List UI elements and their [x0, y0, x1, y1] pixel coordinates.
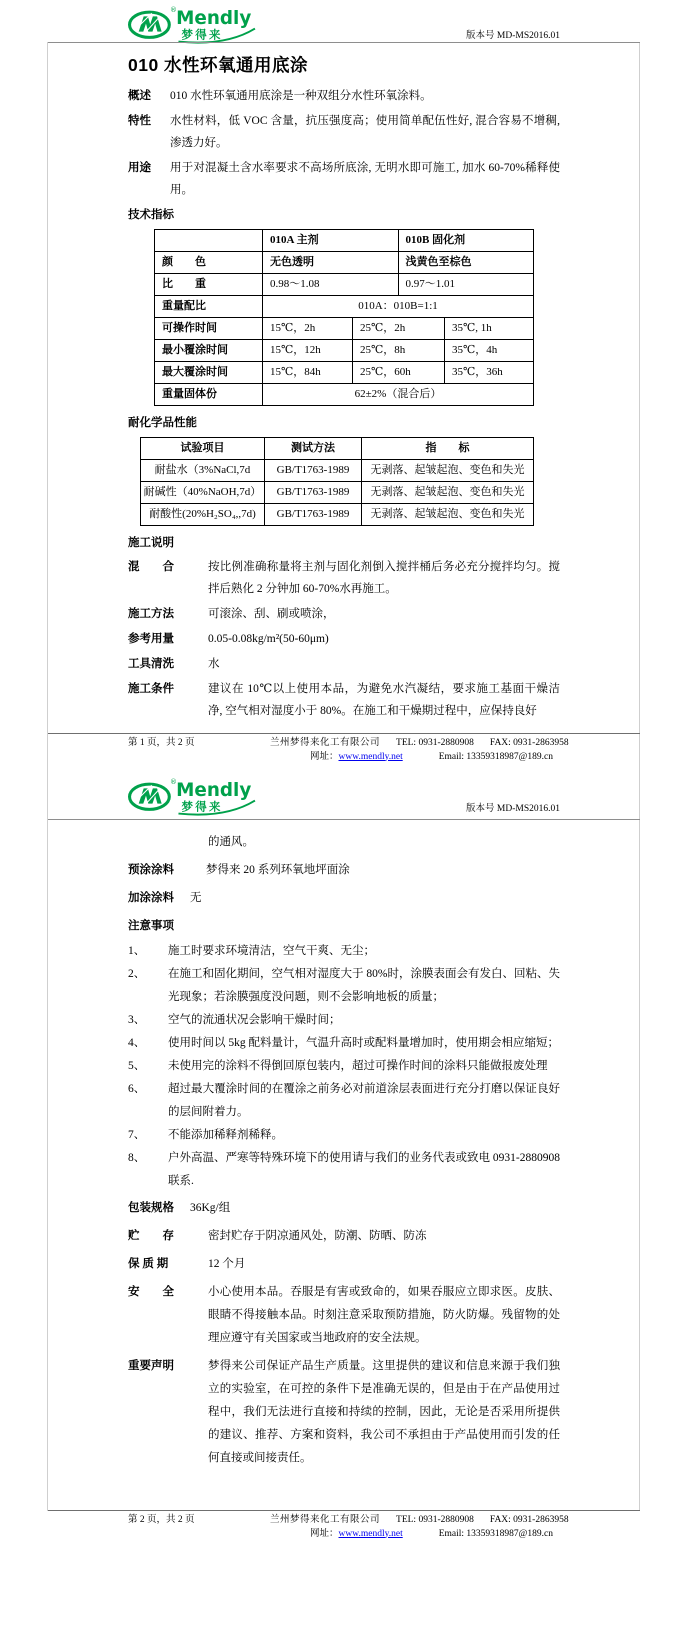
table-cell: 耐碱性（40%NaOH,7d）	[141, 482, 265, 504]
footer-page1	[48, 733, 640, 764]
table-cell: 35℃，36h	[445, 362, 534, 384]
statement-text: 梦得来公司保证产品生产质量。这里提供的建议和信息来源于我们独立的实验室，在可控的条件下是准确无误的，但是由于在产品使用过程中，我们无法进行直接和持续的控制，因此，无论是否采用所提供的建议、推荐、方案和资料，我公司不承担由于产品使用而引发的任何直接或间接责任。	[208, 1360, 560, 1464]
list-text: 施工时要求环境清洁，空气干爽、无尘；	[168, 945, 375, 957]
table-cell: 15℃，2h	[263, 318, 353, 340]
shelf-life-text: 12 个月	[208, 1258, 246, 1270]
list-item	[128, 1147, 560, 1193]
page-number: 第 2 页，共 2 页	[128, 1515, 195, 1525]
features-label: 特性	[128, 115, 151, 127]
footer-company-block	[270, 737, 569, 764]
website-row	[310, 751, 403, 765]
method-text: 可滚涂、刮、刷或喷涂，	[208, 608, 335, 620]
packing-section	[128, 1197, 560, 1220]
table-cell: 25℃，60h	[353, 362, 445, 384]
page-title: 010 水性环氧通用底涂	[128, 55, 309, 75]
table-cell	[155, 230, 263, 252]
header-rule-p1	[48, 42, 640, 43]
list-text: 未使用完的涂料不得倒回原包装内，超过可操作时间的涂料只能做报废处理	[168, 1060, 548, 1072]
tech-table	[154, 229, 534, 406]
table-cell: 010B 固化剂	[399, 230, 535, 252]
table-cell: 0.98～1.08	[263, 274, 399, 296]
features-text: 水性材料，低 VOC 含量，抗压强度高；使用简单配伍性好, 混合容易不增稠, 渗透力好。	[170, 115, 560, 149]
page-frame-left	[47, 42, 48, 1511]
page-frame-right	[639, 42, 640, 1511]
usage-section	[128, 157, 560, 201]
company-fax: FAX: 0931-2863958	[489, 1515, 569, 1525]
continuation-text: 的通风。	[208, 836, 254, 848]
list-text: 不能添加稀释剂稀释。	[168, 1129, 283, 1141]
website-link[interactable]: www.mendly.net	[338, 1528, 403, 1539]
topcoat-text: 无	[190, 892, 202, 904]
construction-heading: 施工说明	[128, 537, 174, 549]
notes-heading: 注意事项	[128, 920, 174, 932]
storage-section	[128, 1225, 560, 1248]
shelf-life-section	[128, 1253, 560, 1276]
method-section	[128, 603, 560, 625]
table-cell: 耐盐水（3%NaCl,7d	[141, 460, 265, 482]
mixing-label: 混 合	[128, 561, 174, 573]
website-row	[310, 1528, 403, 1542]
list-number: 3、	[128, 1014, 146, 1026]
list-item	[128, 1055, 560, 1078]
list-number: 8、	[128, 1152, 146, 1164]
table-cell: GB/T1763-1989	[265, 460, 362, 482]
method-label: 施工方法	[128, 608, 174, 620]
table-row	[155, 252, 534, 274]
table-row	[141, 460, 534, 482]
storage-label: 贮 存	[128, 1230, 174, 1242]
table-cell: 25℃，2h	[353, 318, 445, 340]
website-label: 网址：	[310, 1528, 339, 1539]
table-cell: 010A：010B=1:1	[263, 296, 534, 318]
packing-text: 36Kg/组	[190, 1202, 231, 1214]
footer-page2	[48, 1510, 640, 1541]
brand-name: Mendly	[176, 8, 252, 29]
mendly-logo	[128, 776, 258, 816]
table-cell: 15℃，12h	[263, 340, 353, 362]
mendly-logo-icon	[128, 4, 258, 44]
tech-heading: 技术指标	[128, 209, 174, 221]
list-text: 户外高温、严寒等特殊环境下的使用请与我们的业务代表或致电 0931-2880908 联系.	[168, 1152, 560, 1187]
table-row	[155, 274, 534, 296]
dosage-text: 0.05-0.08kg/m²(50-60μm)	[208, 633, 329, 645]
safety-label: 安 全	[128, 1286, 174, 1298]
cleaning-label: 工具清洗	[128, 658, 174, 670]
registered-mark: ®	[170, 5, 177, 14]
conditions-continuation	[128, 831, 560, 854]
table-cell: 无色透明	[263, 252, 399, 274]
table-cell: 比 重	[155, 274, 263, 296]
company-name: 兰州梦得来化工有限公司	[270, 738, 381, 748]
conditions-text: 建议在 10℃以上使用本品，为避免水汽凝结，要求施工基面干燥洁净, 空气相对湿度小于 80%。在施工和干燥期过程中，应保持良好	[208, 683, 560, 717]
packing-label: 包装规格	[128, 1202, 174, 1214]
version-label: 版本号 MD-MS2016.01	[466, 804, 560, 814]
list-text: 使用时间以 5kg 配料量计，气温升高时或配料量增加时，使用期会相应缩短；	[168, 1037, 559, 1049]
page2-content	[128, 831, 560, 1475]
table-cell: 25℃，8h	[353, 340, 445, 362]
table-cell: 无剥落、起皱起泡、变色和失光	[362, 504, 534, 526]
list-number: 4、	[128, 1037, 146, 1049]
overview-label: 概述	[128, 90, 151, 102]
overview-text: 010 水性环氧通用底涂是一种双组分水性环氧涂料。	[170, 90, 432, 102]
company-fax: FAX: 0931-2863958	[489, 738, 569, 748]
table-row	[155, 362, 534, 384]
conditions-label: 施工条件	[128, 683, 174, 695]
list-item	[128, 1078, 560, 1124]
precoat-section	[128, 859, 560, 882]
brand-name-cn: 梦得来	[181, 799, 223, 814]
cleaning-text: 水	[208, 658, 220, 670]
spacer-label	[128, 831, 208, 854]
table-cell: 35℃，4h	[445, 340, 534, 362]
statement-label: 重要声明	[128, 1360, 174, 1372]
website-link[interactable]: www.mendly.net	[338, 751, 403, 762]
list-item	[128, 1009, 560, 1032]
table-row	[155, 296, 534, 318]
table-cell: 62±2%（混合后）	[263, 384, 534, 406]
table-cell: 颜 色	[155, 252, 263, 274]
list-text: 在施工和固化期间，空气相对湿度大于 80%时，涂膜表面会有发白、回粘、失光现象；若涂膜强度没问题，则不会影响地板的质量；	[168, 968, 560, 1003]
company-name: 兰州梦得来化工有限公司	[270, 1515, 381, 1525]
table-cell: 最小覆涂时间	[155, 340, 263, 362]
table-cell: 测试方法	[265, 438, 362, 460]
features-section	[128, 110, 560, 154]
table-cell: 最大覆涂时间	[155, 362, 263, 384]
footer-company-block	[270, 1514, 569, 1541]
list-item	[128, 940, 560, 963]
page-number: 第 1 页，共 2 页	[128, 738, 195, 748]
list-item	[128, 1124, 560, 1147]
table-cell: 无剥落、起皱起泡、变色和失光	[362, 482, 534, 504]
list-text: 空气的流通状况会影响干燥时间；	[168, 1014, 341, 1026]
table-row	[155, 340, 534, 362]
conditions-section	[128, 678, 560, 722]
list-item	[128, 1032, 560, 1055]
table-cell: 浅黄色至棕色	[399, 252, 535, 274]
table-cell: 0.97～1.01	[399, 274, 535, 296]
table-cell: 重量固体份	[155, 384, 263, 406]
table-row	[155, 230, 534, 252]
mendly-logo	[128, 4, 258, 44]
table-row	[141, 504, 534, 526]
table-cell: 35℃, 1h	[445, 318, 534, 340]
topcoat-section	[128, 887, 560, 910]
shelf-life-label: 保 质 期	[128, 1258, 169, 1270]
table-row	[141, 438, 534, 460]
table-row	[155, 384, 534, 406]
list-number: 7、	[128, 1129, 146, 1141]
list-item	[128, 963, 560, 1009]
table-cell: 无剥落、起皱起泡、变色和失光	[362, 460, 534, 482]
version-label: 版本号 MD-MS2016.01	[466, 31, 560, 41]
company-email: Email: 13359318987@189.cn	[438, 1528, 554, 1539]
company-tel: TEL: 0931-2880908	[396, 1515, 474, 1525]
table-cell: 耐酸性(20%H₂SO₄,,7d)	[141, 504, 265, 526]
brand-name-cn: 梦得来	[181, 27, 223, 42]
table-row	[155, 318, 534, 340]
precoat-text: 梦得来 20 系列环氧地坪面涂	[206, 864, 350, 876]
overview-section	[128, 85, 560, 107]
company-email: Email: 13359318987@189.cn	[438, 751, 554, 762]
table-cell: GB/T1763-1989	[265, 504, 362, 526]
table-cell: GB/T1763-1989	[265, 482, 362, 504]
table-cell: 指 标	[362, 438, 534, 460]
safety-section	[128, 1281, 560, 1350]
dosage-label: 参考用量	[128, 633, 174, 645]
list-number: 1、	[128, 945, 146, 957]
registered-mark: ®	[170, 777, 177, 786]
statement-section	[128, 1355, 560, 1470]
dosage-section	[128, 628, 560, 650]
cleaning-section	[128, 653, 560, 675]
website-label: 网址：	[310, 751, 339, 762]
list-number: 5、	[128, 1060, 146, 1072]
header-rule-p2	[48, 819, 640, 820]
list-number: 2、	[128, 968, 146, 980]
chem-heading: 耐化学品性能	[128, 417, 197, 429]
table-row	[141, 482, 534, 504]
topcoat-label: 加涂涂料	[128, 892, 174, 904]
usage-label: 用途	[128, 162, 151, 174]
mendly-logo-icon	[128, 776, 258, 816]
chem-table	[140, 437, 534, 526]
list-number: 6、	[128, 1083, 146, 1095]
mixing-section	[128, 556, 560, 600]
list-text: 超过最大覆涂时间的在覆涂之前务必对前道涂层表面进行充分打磨以保证良好的层间附着力。	[168, 1083, 560, 1118]
usage-text: 用于对混凝土含水率要求不高场所底涂, 无明水即可施工, 加水 60-70%稀释使用。	[170, 162, 560, 196]
table-cell: 试验项目	[141, 438, 265, 460]
table-cell: 可操作时间	[155, 318, 263, 340]
table-cell: 010A 主剂	[263, 230, 399, 252]
mixing-text: 按比例准确称量将主剂与固化剂倒入搅拌桶后务必充分搅拌均匀。搅拌后熟化 2 分钟加 60-70%水再施工。	[208, 561, 560, 595]
table-cell: 重量配比	[155, 296, 263, 318]
company-tel: TEL: 0931-2880908	[396, 738, 474, 748]
storage-text: 密封贮存于阴凉通风处，防潮、防晒、防冻	[208, 1230, 427, 1242]
table-cell: 15℃，84h	[263, 362, 353, 384]
precoat-label: 预涂涂料	[128, 864, 174, 876]
brand-name: Mendly	[176, 780, 252, 801]
page1-content	[128, 50, 560, 725]
safety-text: 小心使用本品。吞服是有害或致命的，如果吞服应立即求医。皮肤、眼睛不得接触本品。时刻注意采取预防措施，防火防爆。残留物的处理应遵守有关国家或当地政府的安全法规。	[208, 1286, 560, 1344]
